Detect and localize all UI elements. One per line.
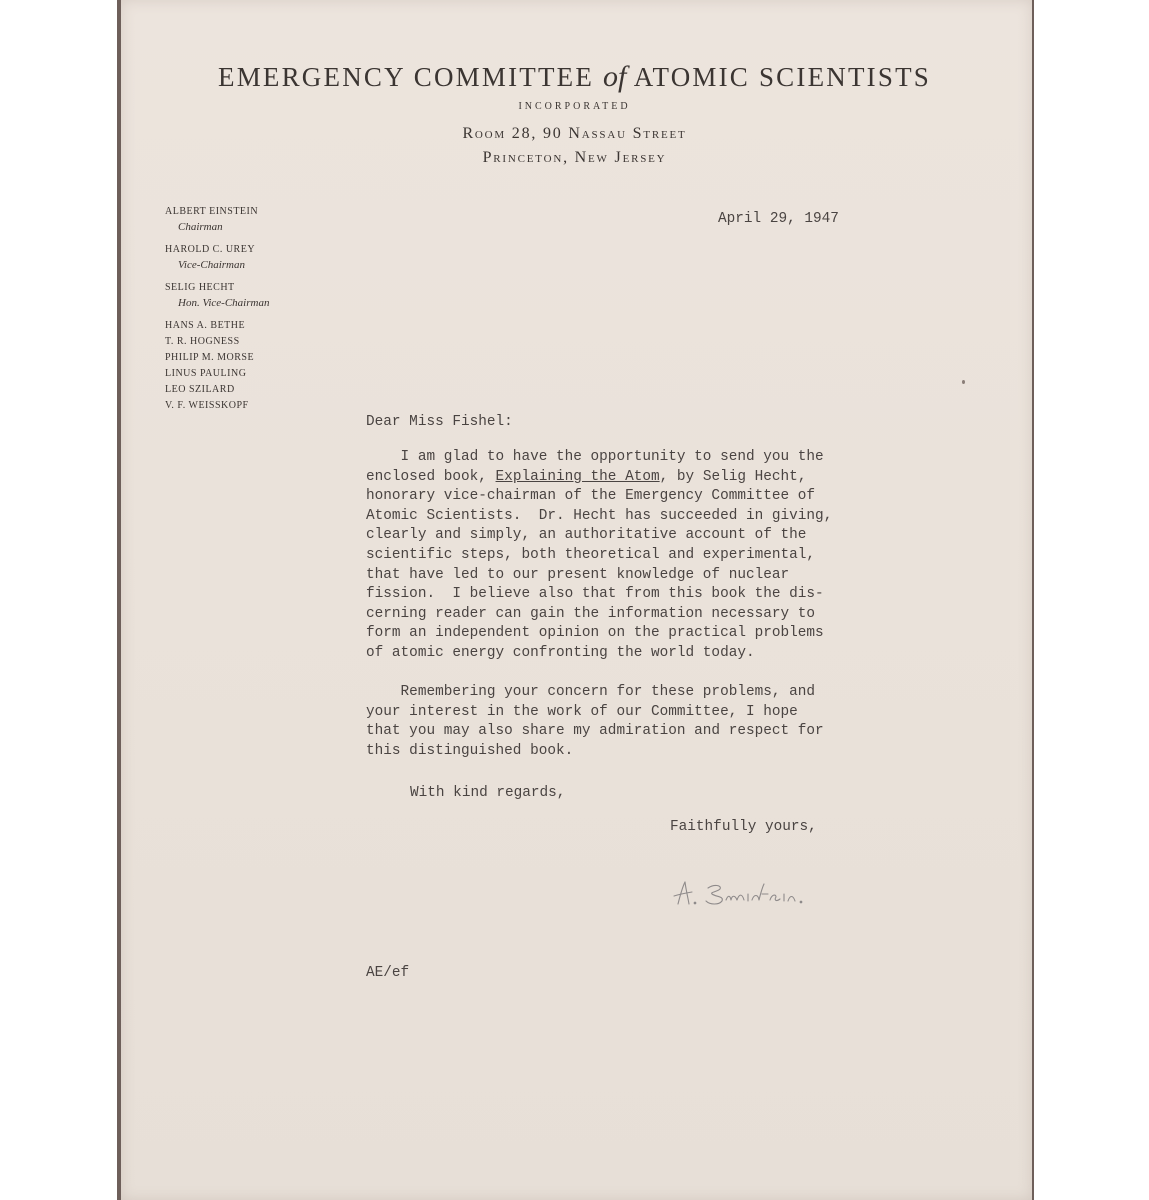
body-line-2-post: , by Selig Hecht, <box>659 468 807 485</box>
handwritten-signature <box>664 870 824 920</box>
member-name: PHILIP M. MORSE <box>165 352 255 363</box>
member-name: T. R. HOGNESS <box>165 336 240 347</box>
officer-list <box>165 204 269 414</box>
body-paragraph-2: Remembering your concern for these problems, and your interest in the work of our Committee, I hope that you may also share my admiration and respect for this distinguished book. <box>366 684 824 759</box>
paper-speck <box>962 380 965 384</box>
member-name: V. F. WEISSKOPF <box>165 400 249 411</box>
body-line-1: I am glad to have the opportunity to send you the <box>366 449 824 465</box>
letterhead-title-of: of <box>602 60 627 93</box>
letterhead-address-line2: Princeton, New Jersey <box>482 149 667 166</box>
letterhead-title <box>0 60 1149 94</box>
letterhead-title-part1: EMERGENCY COMMITTEE <box>218 62 595 92</box>
letterhead-title-part2: ATOMIC SCIENTISTS <box>633 62 931 92</box>
body-paragraph-1-rest: honorary vice-chairman of the Emergency Committee of Atomic Scientists. Dr. Hecht has succeeded in giving, clearly and simply, an authoritative account of the scientific steps, both theoretical and experimental, that have led to our present knowledge of nuclear fission. I believe also that from this book the dis- cerning reader can gain the information necessary to form an independent opinion on the practical problems of atomic energy confronting the world today. <box>366 488 833 661</box>
book-title: Explaining the Atom <box>495 468 660 485</box>
officer-title: Chairman <box>178 221 223 233</box>
officer-title: Vice-Chairman <box>178 259 246 271</box>
officer-name: SELIG HECHT <box>165 282 235 293</box>
officer-name: ALBERT EINSTEIN <box>165 206 259 217</box>
salutation: Dear Miss Fishel: <box>366 414 513 430</box>
letterhead-incorporated: INCORPORATED <box>518 101 631 112</box>
officer-name: HAROLD C. UREY <box>165 244 256 255</box>
member-name: LEO SZILARD <box>165 384 235 395</box>
letterhead-address-line1: Room 28, 90 Nassau Street <box>462 125 687 142</box>
member-name: HANS A. BETHE <box>165 320 246 331</box>
regards-line: With kind regards, <box>410 785 566 801</box>
closing-line: Faithfully yours, <box>670 819 817 835</box>
officer-title: Hon. Vice-Chairman <box>178 297 270 309</box>
letter-date: April 29, 1947 <box>718 211 839 227</box>
body-line-2-pre: enclosed book, <box>366 468 496 485</box>
member-name: LINUS PAULING <box>165 368 247 379</box>
typist-initials: AE/ef <box>366 965 410 981</box>
body-paragraph-1 <box>366 448 832 664</box>
